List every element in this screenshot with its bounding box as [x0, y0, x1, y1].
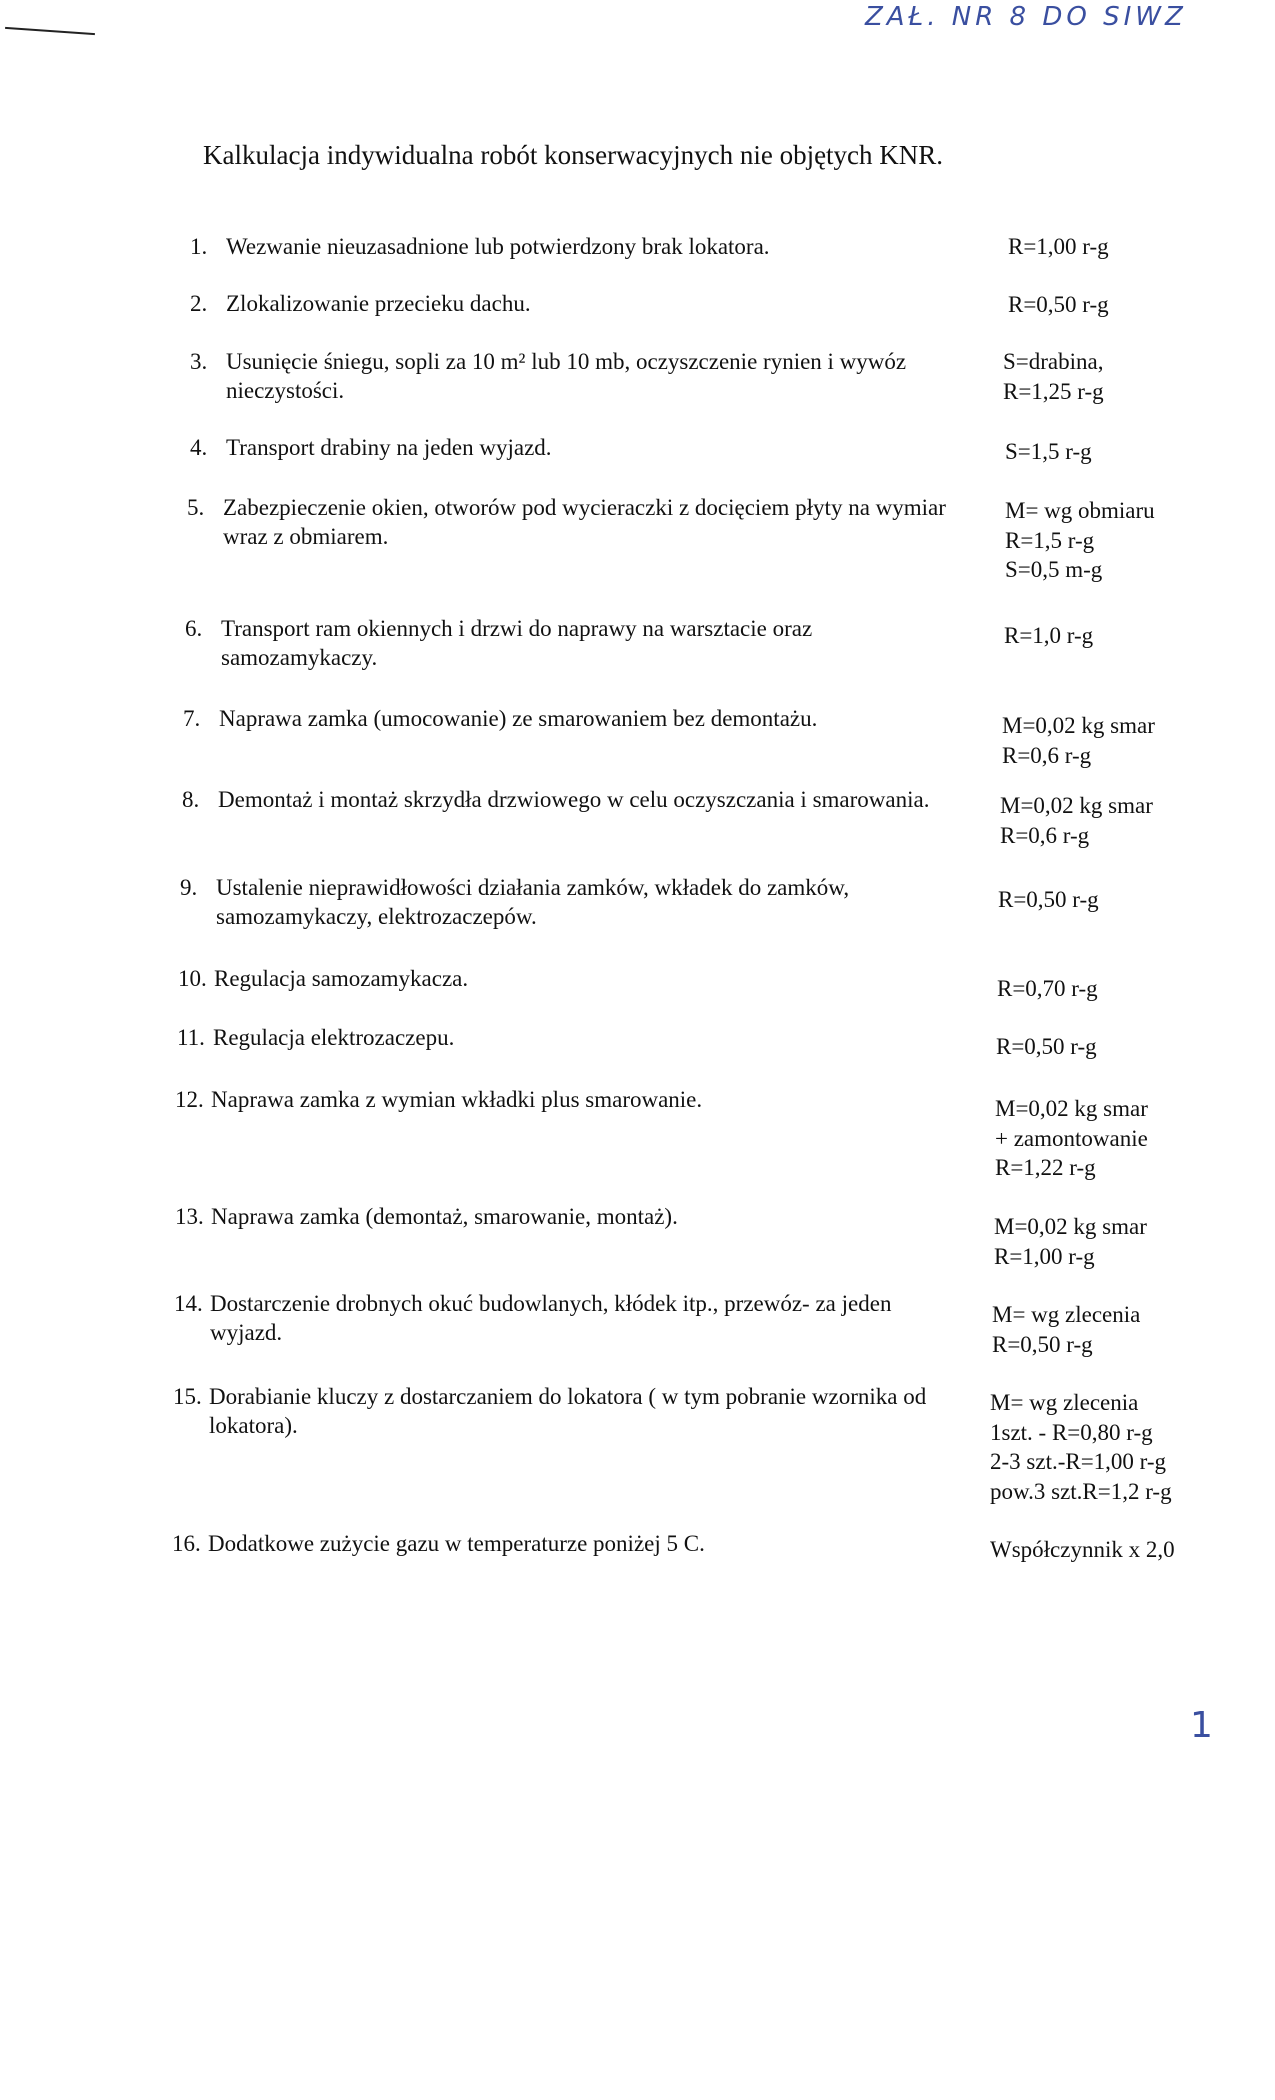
item-rate: 2-3 szt.-R=1,00 r-g [990, 1449, 1167, 1474]
item-rate: M=0,02 kg smar [1000, 793, 1153, 818]
handwritten-annotation: ZAŁ. NR 8 DO SIWZ [865, 2, 1187, 32]
item-description: Naprawa zamka (demontaż, smarowanie, montaż). [211, 1204, 678, 1229]
item-number: 2. [190, 291, 208, 316]
item-number: 10. [178, 966, 207, 991]
item-rate: R=1,0 r-g [1004, 623, 1094, 648]
item-description: Wezwanie nieuzasadnione lub potwierdzony brak lokatora. [226, 234, 770, 259]
item-number: 5. [187, 495, 205, 520]
item-number: 11. [177, 1025, 205, 1050]
item-description: Usunięcie śniegu, sopli za 10 m² lub 10 mb, oczyszczenie rynien i wywóz nieczystości. [226, 349, 907, 403]
item-description: Regulacja elektrozaczepu. [213, 1025, 455, 1050]
item-number: 15. [173, 1384, 202, 1409]
item-description: Dorabianie kluczy z dostarczaniem do lokatora ( w tym pobranie wzornika od lokatora). [209, 1384, 927, 1438]
item-description: Ustalenie nieprawidłowości działania zamków, wkładek do zamków, samozamykaczy, elektrozaczepów. [216, 875, 850, 929]
item-number: 1. [190, 234, 208, 259]
item-rate: R=1,00 r-g [1008, 234, 1109, 259]
item-description: Naprawa zamka (umocowanie) ze smarowaniem bez demontażu. [219, 706, 818, 731]
item-rate: 1szt. - R=0,80 r-g [990, 1419, 1153, 1445]
item-rate: pow.3 szt.R=1,2 r-g [990, 1478, 1172, 1504]
item-rate: M= wg zlecenia [990, 1390, 1139, 1415]
item-number: 4. [190, 435, 208, 460]
item-rate: R=0,6 r-g [1002, 742, 1092, 768]
item-rate: S=drabina, [1003, 349, 1104, 374]
item-rate: S=1,5 r-g [1005, 439, 1092, 464]
item-rate: M=0,02 kg smar [1002, 713, 1155, 738]
item-number: 9. [180, 875, 198, 900]
item-rate: Współczynnik x 2,0 [990, 1537, 1175, 1562]
item-rate: R=1,5 r-g [1005, 527, 1095, 553]
item-description: Zabezpieczenie okien, otworów pod wycieraczki z docięciem płyty na wymiar wraz z obmiarem. [223, 495, 946, 549]
item-number: 8. [182, 787, 200, 812]
item-rate: S=0,5 m-g [1005, 557, 1103, 582]
item-description: Zlokalizowanie przecieku dachu. [226, 291, 531, 316]
item-rate: R=0,50 r-g [998, 887, 1099, 912]
item-rate: R=0,50 r-g [996, 1034, 1097, 1059]
item-description: Dostarczenie drobnych okuć budowlanych, kłódek itp., przewóz- za jeden wyjazd. [210, 1291, 892, 1345]
item-number: 3. [190, 349, 208, 374]
item-rate: R=0,50 r-g [992, 1331, 1093, 1357]
item-rate: R=1,22 r-g [995, 1155, 1096, 1180]
item-rate: R=1,00 r-g [994, 1243, 1095, 1269]
item-description: Transport drabiny na jeden wyjazd. [226, 435, 552, 460]
item-rate: M=0,02 kg smar [994, 1214, 1147, 1239]
item-number: 7. [183, 706, 201, 731]
item-rate: R=0,6 r-g [1000, 822, 1090, 848]
item-rate: M=0,02 kg smar [995, 1096, 1148, 1121]
item-rate: R=1,25 r-g [1003, 378, 1104, 404]
item-rate: R=0,70 r-g [997, 976, 1098, 1001]
item-description: Transport ram okiennych i drzwi do naprawy na warsztacie oraz samozamykaczy. [221, 616, 813, 670]
page-title: Kalkulacja indywidualna robót konserwacyjnych nie objętych KNR. [203, 140, 944, 170]
item-number: 13. [175, 1204, 204, 1229]
page-number: 1 [1190, 1705, 1217, 1746]
item-description: Demontaż i montaż skrzydła drzwiowego w celu oczyszczania i smarowania. [218, 787, 930, 812]
item-rate: R=0,50 r-g [1008, 292, 1109, 317]
item-description: Dodatkowe zużycie gazu w temperaturze poniżej 5 C. [208, 1531, 705, 1556]
item-number: 16. [172, 1531, 201, 1556]
item-rate: + zamontowanie [995, 1125, 1148, 1151]
item-number: 6. [185, 616, 203, 641]
item-rate: M= wg obmiaru [1005, 498, 1155, 523]
item-rate: M= wg zlecenia [992, 1302, 1141, 1327]
item-number: 14. [174, 1291, 203, 1316]
item-number: 12. [175, 1087, 204, 1112]
item-description: Naprawa zamka z wymian wkładki plus smarowanie. [211, 1087, 703, 1112]
scan-mark [5, 27, 95, 35]
item-description: Regulacja samozamykacza. [214, 966, 469, 991]
